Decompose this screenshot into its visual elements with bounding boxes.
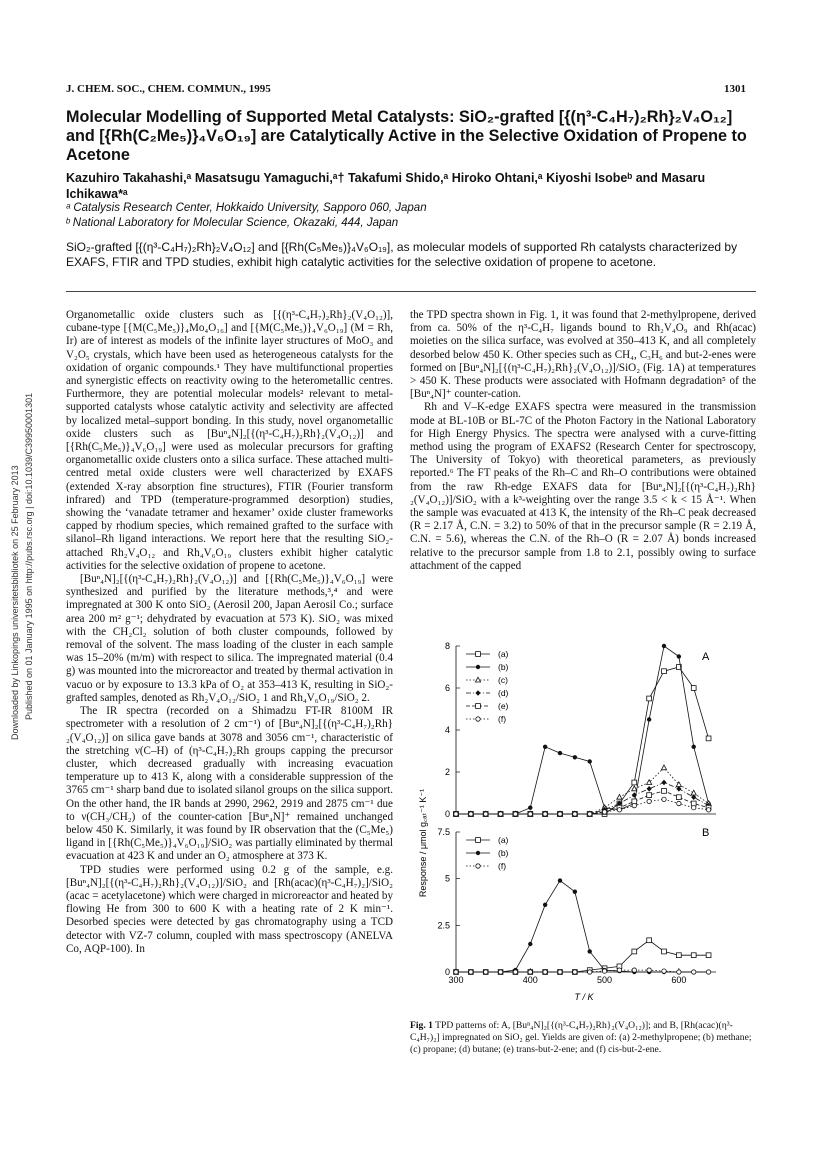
legend-label: (e) <box>498 701 509 711</box>
data-point <box>484 812 488 816</box>
y-tick-label: 4 <box>444 725 450 735</box>
data-point <box>647 717 651 721</box>
series-line <box>456 667 709 814</box>
running-header: J. CHEM. SOC., CHEM. COMMUN., 1995 <box>66 83 271 95</box>
data-point <box>528 812 532 816</box>
data-point <box>469 970 473 974</box>
affiliation-b: ᵇ National Laboratory for Molecular Science, Okazaki, 444, Japan <box>66 217 399 229</box>
x-tick-label: 500 <box>597 975 613 985</box>
panel-b-label: B <box>702 827 710 839</box>
affiliations <box>66 201 427 231</box>
data-point <box>617 808 621 812</box>
data-point <box>558 970 562 974</box>
caption-label: Fig. 1 <box>410 1020 433 1031</box>
data-point <box>691 686 696 691</box>
data-point <box>662 797 666 801</box>
series-line <box>456 783 709 815</box>
y-tick-label: 2.5 <box>437 920 450 931</box>
header-rule <box>66 291 756 292</box>
data-point <box>476 652 481 657</box>
page-number: 1301 <box>724 83 746 95</box>
data-point <box>602 969 606 973</box>
data-point <box>476 851 480 855</box>
article-title: Molecular Modelling of Supported Metal Catalysts: SiO₂-grafted [{(η³-C₄H₇)₂Rh}₂V₄O₁₂] and [{Rh(C₂Me₅)}₄V₆O₁₉] are Catalytically Active in the Selective Oxidation of Propene to Acetone <box>66 108 747 164</box>
data-point <box>454 812 458 816</box>
legend-label: (f) <box>498 861 507 871</box>
data-point <box>476 665 480 669</box>
data-point <box>528 942 532 946</box>
data-point <box>498 970 502 974</box>
data-point <box>647 793 652 798</box>
x-tick-label: 400 <box>522 975 538 985</box>
x-tick-label: 300 <box>448 975 464 985</box>
data-point <box>558 812 562 816</box>
data-point <box>475 677 480 682</box>
x-tick-label: 600 <box>671 975 687 985</box>
data-point <box>692 970 696 974</box>
data-point <box>661 765 666 770</box>
data-point <box>647 938 652 943</box>
data-point <box>676 953 681 958</box>
left-column <box>66 309 393 956</box>
data-point <box>513 812 517 816</box>
y-tick-label: 5 <box>444 873 450 884</box>
figure-caption <box>410 1020 756 1056</box>
panel-a-label: A <box>702 651 710 663</box>
data-point <box>573 890 577 894</box>
panel-a <box>445 641 716 819</box>
paragraph: Rh and V–K-edge EXAFS spectra were measured in the transmission mode at BL-10B or BL-7C of the Photon Factory in the National Laboratory for High Energy Physics. The spectra were analysed with a curve-fitting method using the program of EXAFS2 (Research Center for spectroscopy, The University of Tokyo) with theoretical parameters, as previously reported.⁶ The FT peaks of the Rh–C and Rh–O contributions were obtained from the raw Rh-edge EXAFS data for [Buⁿ₄N]₂[{(η³-C₄H₇)₂Rh}₂(V₄O₁₂)]/SiO₂ with a k³-weighting over the range 3.5 < k < 15 Å⁻¹. When the sample was evacuated at 413 K, the intensity of the Rh–C peak decreased (R = 2.17 Å, C.N. = 3.2) to 50% of that in the precursor sample (R = 2.19 Å, C.N. = 5.6), whereas the C.N. of the Rh–O (R = 2.07 Å) bonds increased relative to the precursor sample from 1.8 to 2.1, possibly owing to surface attachment of the capped <box>410 401 756 572</box>
data-point <box>469 812 473 816</box>
data-point <box>573 755 577 759</box>
affiliation-a: ᵃ Catalysis Research Center, Hokkaido University, Sapporo 060, Japan <box>66 202 427 214</box>
data-point <box>558 878 562 882</box>
data-point <box>476 704 481 709</box>
data-point <box>692 745 696 749</box>
watermark-download-line: Downloaded by Linkopings universitetsbibliotek on 25 February 2013 <box>10 465 20 740</box>
data-point <box>677 801 681 805</box>
legend-label: (b) <box>498 662 509 672</box>
data-point <box>617 968 621 972</box>
data-point <box>632 803 636 807</box>
data-point <box>692 806 696 810</box>
data-point <box>528 970 532 974</box>
y-tick-label: 0 <box>444 967 450 977</box>
data-point <box>647 968 651 972</box>
paragraph: Organometallic oxide clusters such as [{(η³-C₄H₇)₂Rh}₂(V₄O₁₂)], cubane-type [{M(C₅Me₅)}₄Mo₄O₁₆] and [{M(C₅Me₅)}₄V₆O₁₉] (M = Rh, Ir) are of interest as models of the infinite layer structures of MoO₃ and V₂O₅ crystals, which have been used as heterogeneous catalysts for the oxidation of organic compounds.¹ They have multifunctional properties and synergistic effects on reactivity owing to the heterometallic centres. Furthermore, they are potential molecular models² relevant to metal-supported catalysts whose catalytic activity and selectivity are affected by localized metal–support bonding. In this study, novel organometallic oxide clusters such as [Buⁿ₄N]₂[{(η³-C₄H₇)₂Rh}₂(V₄O₁₂)] and [{Rh(C₅Me₅)}₄V₆O₁₉] were used as molecular precursors for grafting organometallic oxide clusters onto a silica surface. These attached multi-centred metal oxide clusters were well characterized by EXAFS (extended X-ray absorption fine structures), FTIR (Fourier transform infrared) and TPD (temperature-programmed desorption) studies, showing the ‘vanadate tetramer and hexamer’ oxide cluster frameworks capped by rhodium species, which remained grafted to the surface with silanol–Rh ligand interactions. We report here that the resulting SiO₂-attached Rh₂V₄O₁₂ and Rh₄V₆O₁₉ clusters exhibit higher catalytic activities for the selective oxidation of propene to acetone. <box>66 309 393 572</box>
data-point <box>602 810 606 814</box>
legend-label: (a) <box>498 649 509 659</box>
y-tick-label: 2 <box>444 767 450 777</box>
legend-label: (c) <box>498 675 508 685</box>
author-list: Kazuhiro Takahashi,ᵃ Masatsugu Yamaguchi,ᵃ† Takafumi Shido,ᵃ Hiroko Ohtani,ᵃ Kiyoshi Isobeᵇ and Masaru Ichikawa*ᵃ <box>66 171 706 201</box>
data-point <box>573 812 577 816</box>
data-point <box>677 970 681 974</box>
abstract: SiO₂-grafted [{(η³-C₄H₇)₂Rh}₂V₄O₁₂] and [{Rh(C₅Me₅)}₄V₆O₁₉], as molecular models of supported Rh catalysts characterized by EXAFS, FTIR and TPD studies, exhibit high catalytic activities for the selective oxidation of propene to acetone. <box>66 240 738 269</box>
data-point <box>573 970 577 974</box>
data-point <box>647 799 651 803</box>
data-point <box>513 970 517 974</box>
data-point <box>476 864 480 868</box>
data-point <box>662 949 667 954</box>
data-point <box>662 789 667 794</box>
data-point <box>543 970 547 974</box>
data-point <box>676 795 681 800</box>
data-point <box>476 717 480 721</box>
legend-label: (f) <box>498 714 507 724</box>
data-point <box>543 745 547 749</box>
download-watermark <box>6 300 36 740</box>
data-point <box>677 654 681 658</box>
data-point <box>543 903 547 907</box>
data-point <box>484 970 488 974</box>
legend-label: (d) <box>498 688 509 698</box>
y-tick-label: 6 <box>444 683 450 693</box>
data-point <box>528 806 532 810</box>
paragraph: [Buⁿ₄N]₂[{(η³-C₄H₇)₂Rh}₂(V₄O₁₂)] and [{Rh(C₅Me₅)}₄V₆O₁₉] were synthesized and purified by the literature methods,³,⁴ and were impregnated at 300 K onto SiO₂ (Aerosil 200, Japan Aerosil Co.; surface area 200 m² g⁻¹; dehydrated by evacuation at 573 K). SiO₂ was mixed with the CH₂Cl₂ solution of both cluster compounds, followed by removal of the solvent. The mass loading of the cluster in each sample was 15–20% (m/m) with respect to silica. The impregnated material (0.4 g) was mounted into the microreactor and treated by thermal activation in vacuo or by exposure to 13.3 kPa of O₂ at 353–413 K, resulting in SiO₂-grafted samples, denoted as Rh₂V₄O₁₂/SiO₂ 1 and Rh₄V₆O₁₉/SiO₂ 2. <box>66 573 393 704</box>
caption-text: TPD patterns of: A, [Buⁿ₄N]₂[{(η³-C₄H₇)₂Rh}₂(V₄O₁₂)]; and B, [Rh(acac)(η³-C₄H₇)₂] impregnated on SiO₂ gel. Yields are given of: (a) 2-methylpropene; (b) methane; (c) propane; (d) butane; (e) trans-but-2-ene; and (f) cis-but-2-ene. <box>410 1020 752 1055</box>
watermark-doi-line[interactable]: Published on 01 January 1995 on http://pubs.rsc.org | doi:10.1039/C39950001301 <box>24 392 34 720</box>
series-line <box>456 940 709 972</box>
y-tick-label: 0 <box>444 809 450 819</box>
data-point <box>706 808 710 812</box>
data-point <box>588 970 592 974</box>
data-point <box>662 644 666 648</box>
paragraph: The IR spectra (recorded on a Shimadzu FT-IR 8100M IR spectrometer with a resolution of 2 cm⁻¹) of [Buⁿ₄N]₂[{(η³-C₄H₇)₂Rh}₂(V₄O₁₂)] on silica gave bands at 3078 and 3056 cm⁻¹, characteristic of the stretching ν(C–H) of (η³-C₄H₇)₂Rh groups capping the precursor cluster, which decreased gradually with increasing evacuation temperature up to 413 K, along with a considerable suppression of the 3765 cm⁻¹ sharp band due to isolated silanol groups on the silica support. On the other hand, the IR bands at 2990, 2962, 2919 and 2875 cm⁻¹ due to ν(CH₃/CH₂) of the counter-cation [Buⁿ₄N]⁺ remained unchanged below 450 K. Similarly, it was found by IR observation that the (C₅Me₅) ligand in [{Rh(C₅Me₅)}₄V₆O₁₉]/SiO₂ was partially eliminated by thermal evacuation at 423 K and under an O₂ atmosphere at 373 K. <box>66 705 393 863</box>
series-line <box>456 768 709 814</box>
data-point <box>475 690 480 696</box>
y-tick-label: 7.5 <box>437 827 450 837</box>
series-line <box>456 646 709 814</box>
data-point <box>706 736 711 741</box>
data-point <box>691 790 696 795</box>
series-line <box>456 791 709 814</box>
legend-label: (a) <box>498 835 509 845</box>
y-tick-label: 8 <box>444 641 450 651</box>
data-point <box>647 696 652 701</box>
legend-label: (b) <box>498 848 509 858</box>
data-point <box>617 794 622 799</box>
data-point <box>632 968 636 972</box>
paragraph: the TPD spectra shown in Fig. 1, it was found that 2-methylpropene, derived from ca. 50% of the η³-C₄H₇ ligands bound to Rh₂V₄O₉ and Rh(acac) moieties on the silica surface, was evolved at 350–413 K, and all completely desorbed below 450 K. Other species such as CH₄, C₃H₆ and but-2-enes were formed on [Buⁿ₄N]₂[{(η³-C₄H₇)₂Rh}₂(V₄O₁₂)]/SiO₂ (Fig. 1A) at temperatures > 450 K. These products were associated with Hofmann degradation⁵ of the [Buⁿ₄N]⁺ counter-cation. <box>410 309 756 401</box>
data-point <box>662 969 666 973</box>
x-axis-label: T / K <box>574 992 594 1002</box>
right-column <box>410 309 756 573</box>
data-point <box>588 812 592 816</box>
data-point <box>632 780 637 785</box>
data-point <box>706 953 711 958</box>
data-point <box>706 970 710 974</box>
data-point <box>476 838 481 843</box>
data-point <box>661 780 666 786</box>
data-point <box>543 812 547 816</box>
tpd-figure <box>410 638 756 1018</box>
data-point <box>632 949 637 954</box>
series-line <box>456 881 709 972</box>
data-point <box>588 759 592 763</box>
data-point <box>558 751 562 755</box>
panel-b <box>437 827 716 985</box>
y-axis-label: Response / μmol g꜀ₐₜ⁻¹ K⁻¹ <box>418 788 428 898</box>
paragraph: TPD studies were performed using 0.2 g of the sample, e.g. [Buⁿ₄N]₂[{(η³-C₄H₇)₂Rh}₂(V₄O₁₂)]/SiO₂ and [Rh(acac)(η³-C₄H₇)₂]/SiO₂ (acac = acetylacetone) which were charged in microreactor and heated by flowing He from 300 to 600 K with a heating rate of 2 K min⁻¹. Desorbed species were detected by gas chromatography using a TCD detector with VZ-7 column, coupled with mass spectroscopy (ANELVA Co, AQP-100). In <box>66 863 393 955</box>
data-point <box>647 786 652 792</box>
data-point <box>498 812 502 816</box>
data-point <box>691 953 696 958</box>
series-line <box>456 799 709 814</box>
data-point <box>662 669 667 674</box>
data-point <box>454 970 458 974</box>
data-point <box>588 949 592 953</box>
